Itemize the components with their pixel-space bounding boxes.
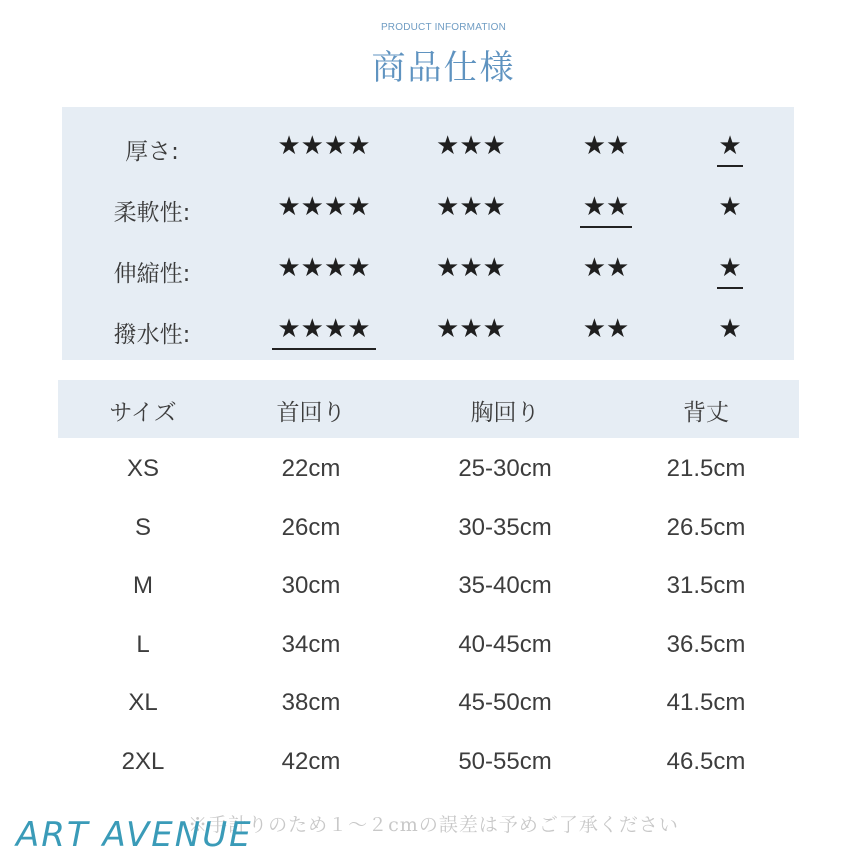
- rating-option: ★: [718, 192, 742, 222]
- table-cell: 30cm: [281, 572, 341, 599]
- table-cell: 41.5cm: [666, 689, 746, 716]
- table-cell: 22cm: [281, 455, 341, 482]
- spec-label: 伸縮性:: [113, 261, 191, 287]
- table-cell: 35-40cm: [458, 572, 552, 599]
- table-cell: XL: [128, 689, 158, 716]
- table-cell: 45-50cm: [458, 689, 552, 716]
- spec-row: [62, 249, 794, 289]
- rating-option: ★★: [582, 314, 630, 344]
- rating-option: ★★★★: [277, 131, 371, 161]
- spec-row: [62, 310, 794, 350]
- rating-option: ★★★: [436, 253, 506, 283]
- table-cell: 31.5cm: [666, 572, 746, 599]
- spec-label: 柔軟性:: [113, 200, 191, 226]
- table-cell: 21.5cm: [666, 455, 746, 482]
- table-cell: 2XL: [121, 747, 165, 775]
- table-cell: 34cm: [281, 630, 341, 658]
- table-cell: XS: [126, 455, 159, 482]
- header-subtitle: PRODUCT INFORMATION: [380, 22, 507, 33]
- table-cell: 46.5cm: [666, 747, 746, 775]
- rating-selected: ★: [717, 251, 743, 289]
- rating-option: ★★: [582, 253, 630, 283]
- rating-option: ★★★: [436, 131, 506, 161]
- rating-option: ★: [718, 314, 742, 344]
- rating-option: ★★★★: [277, 253, 371, 283]
- table-cell: 36.5cm: [666, 630, 746, 658]
- table-cell: 50-55cm: [458, 747, 552, 775]
- rating-selected: ★: [717, 129, 743, 167]
- table-cell: 30-35cm: [458, 513, 552, 541]
- table-cell: 40-45cm: [458, 630, 552, 658]
- spec-row: [62, 188, 794, 228]
- table-cell: L: [136, 630, 150, 658]
- table-cell: 26cm: [281, 513, 341, 541]
- rating-option: ★★★: [436, 192, 506, 222]
- table-cell: 25-30cm: [458, 455, 552, 482]
- rating-option: ★★: [582, 131, 630, 161]
- spec-panel: [62, 107, 794, 360]
- rating-option: ★★★: [436, 314, 506, 344]
- table-cell: M: [133, 572, 153, 599]
- spec-row: [62, 127, 794, 167]
- table-header-cell: 胸回り: [470, 400, 540, 426]
- measurement-note: ※手計りのため１～２cmの誤差は予めご了承ください: [188, 814, 679, 836]
- rating-selected: ★★: [580, 190, 632, 228]
- rating-option: ★★★★: [277, 192, 371, 222]
- table-cell: S: [134, 513, 151, 541]
- table-header-cell: 首回り: [276, 400, 346, 426]
- table-header-cell: 背丈: [683, 400, 729, 426]
- table-cell: 42cm: [281, 747, 341, 775]
- brand-logo: ART AVENUE: [16, 815, 253, 855]
- table-cell: 38cm: [281, 689, 341, 716]
- rating-selected: ★★★★: [272, 312, 376, 350]
- table-cell: 26.5cm: [666, 513, 746, 541]
- page-title: 商品仕様: [371, 48, 516, 88]
- spec-label: 撥水性:: [113, 322, 191, 348]
- table-header-cell: サイズ: [109, 400, 177, 426]
- spec-label: 厚さ:: [125, 139, 179, 165]
